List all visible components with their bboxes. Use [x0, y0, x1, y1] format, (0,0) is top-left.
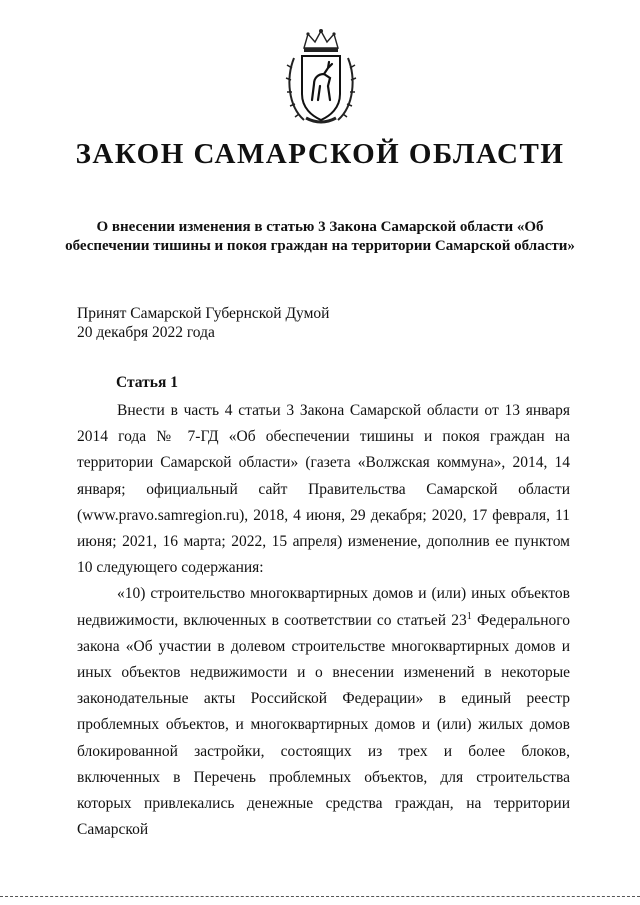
article-paragraph-2	[77, 581, 570, 843]
article-superscript: 1	[466, 610, 472, 622]
paragraph-2-text-a: «10) строительство многоквартирных домов и (или) иных объектов недвижимости, включенных в соответствии со статьей 23	[77, 585, 570, 629]
samara-coat-of-arms-icon	[284, 28, 358, 128]
page-bottom-rule	[0, 896, 640, 898]
article-paragraph-1: Внести в часть 4 статьи 3 Закона Самарской области от 13 января 2014 года № 7-ГД «Об обеспечении тишины и покоя граждан на территории Самарской области» (газета «Волжская коммуна», 2014, 14 января; официальный сайт Правительства Самарской области (www.pravo.samregion.ru), 2018, 4 июня, 29 декабря; 2020, 17 февраля, 11 июня; 2021, 16 марта; 2022, 15 апреля) изменение, дополнив ее пунктом 10 следующего содержания:	[77, 402, 570, 577]
adoption-date: 20 декабря 2022 года	[77, 324, 215, 341]
law-title: ЗАКОН САМАРСКОЙ ОБЛАСТИ	[75, 138, 565, 170]
paragraph-2-text-b: Федерального закона «Об участии в долевом строительстве многоквартирных домов и иных объектов недвижимости и о внесении изменений в некоторые законодательные акты Российской Федерации» в единый реестр проблемных объектов, и многоквартирных домов и (или) жилых домов блокированной застройки, состоящих из трех и более блоков, включенных в Перечень проблемных объектов, для строительства которых привлекались денежные средства граждан, на территории Самарской	[77, 611, 570, 839]
adoption-info	[77, 304, 329, 342]
law-subject: О внесении изменения в статью 3 Закона Самарской области «Об обеспечении тишины и покоя граждан на территории Самарской области»	[65, 219, 575, 254]
adoption-body: Принят Самарской Губернской Думой	[77, 305, 330, 322]
article-title: Статья 1	[116, 374, 178, 391]
article-body	[77, 398, 570, 843]
